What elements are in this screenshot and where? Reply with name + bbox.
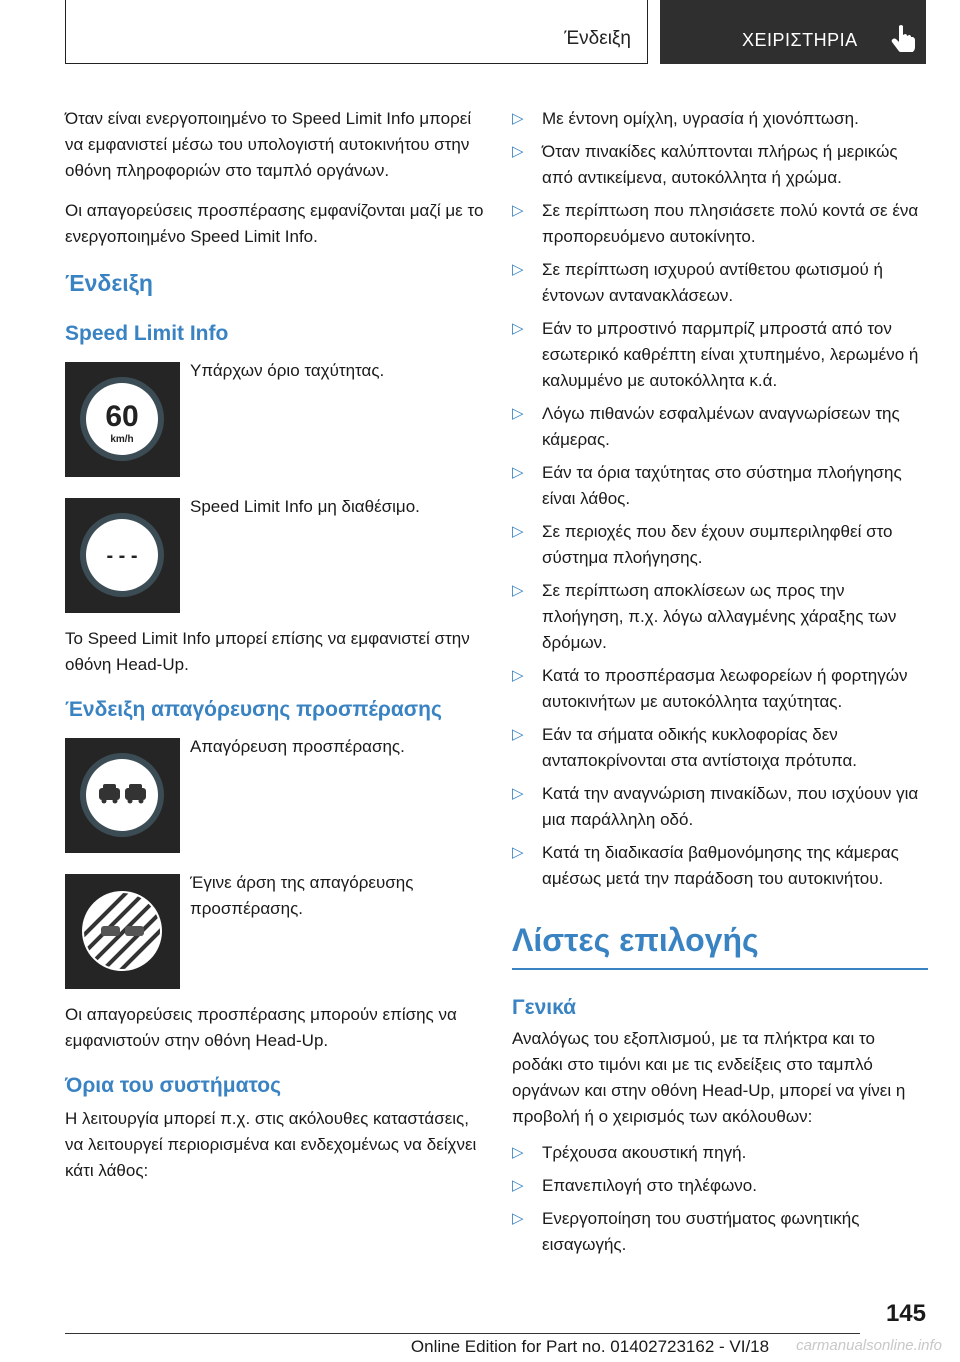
speed-limit-unit: km/h (110, 434, 134, 445)
triangle-right-icon: ▷ (512, 667, 524, 684)
list-item-text: Τρέχουσα ακουστική πηγή. (542, 1143, 747, 1162)
triangle-right-icon: ▷ (512, 1144, 524, 1161)
list-item-text: Εάν τα όρια ταχύτητας στο σύστημα πλοήγησης είναι λάθος. (542, 463, 902, 508)
intro-paragraph: Όταν είναι ενεργοποιημένο το Speed Limit Info μπορεί να εμφανιστεί μέσω του υπολογιστή αυτοκινήτου στην οθόνη πληροφοριών στο ταμπλό οργάνων. (65, 109, 472, 180)
list-item-text: Όταν πινακίδες καλύπτονται πλήρως ή μερικώς από αντικείμενα, αυτοκόλλητα ή χρώμα. (542, 142, 898, 187)
end-no-passing-icon (65, 874, 180, 989)
list-item (512, 663, 928, 715)
triangle-right-icon: ▷ (512, 143, 524, 160)
sign-row-no-passing (65, 738, 485, 854)
list-item-text: Εάν τα σήματα οδικής κυκλοφορίας δεν ανταποκρίνονται στα αντίστοιχα πρότυπα. (542, 725, 857, 770)
general-paragraph: Αναλόγως του εξοπλισμού, με τα πλήκτρα και το ροδάκι στο τιμόνι και με τις ενδείξεις στο ταμπλό οργάνων και στην οθόνη Head-Up, μπορεί να γίνει η προβολή ή ο χειρισμός των ακόλουθων: (512, 1029, 906, 1126)
triangle-right-icon: ▷ (512, 405, 524, 422)
triangle-right-icon: ▷ (512, 110, 524, 127)
sign-row-unavailable (65, 498, 485, 614)
list-item-text: Σε περιοχές που δεν έχουν συμπεριληφθεί στο σύστημα πλοήγησης. (542, 522, 893, 567)
list-item-text: Επανεπιλογή στο τηλέφωνο. (542, 1176, 757, 1195)
triangle-right-icon: ▷ (512, 464, 524, 481)
heading-general: Γενικά (512, 996, 577, 1019)
left-column (65, 106, 485, 1198)
triangle-right-icon: ▷ (512, 261, 524, 278)
chapter-tab (660, 0, 926, 64)
list-item (512, 139, 928, 191)
triangle-right-icon: ▷ (512, 523, 524, 540)
speed-limit-caption: Υπάρχων όριο ταχύτητας. (190, 361, 385, 380)
right-column (512, 106, 928, 1265)
list-item (512, 519, 928, 571)
general-list (512, 1140, 928, 1258)
limits-intro: Η λειτουργία μπορεί π.χ. στις ακόλουθες καταστάσεις, να λειτουργεί περιορισμένα και ενδεχομένως να δείχνει κάτι λάθος: (65, 1109, 477, 1180)
list-item (512, 460, 928, 512)
triangle-right-icon: ▷ (512, 726, 524, 743)
list-item (512, 1140, 928, 1166)
heading-speed-limit-info: Speed Limit Info (65, 322, 229, 345)
speed-limit-60-icon (65, 362, 180, 477)
triangle-right-icon: ▷ (512, 582, 524, 599)
unavailable-dashes: - - - (106, 545, 138, 567)
speed-limit-number: 60 (105, 400, 139, 433)
list-item (512, 1206, 928, 1258)
triangle-right-icon: ▷ (512, 785, 524, 802)
chapter-title: ΧΕΙΡΙΣΤΗΡΙΑ (742, 30, 858, 50)
list-item-text: Κατά την αναγνώριση πινακίδων, που ισχύουν για μια παράλληλη οδό. (542, 784, 919, 829)
no-info-sign-icon (65, 498, 180, 613)
list-item (512, 401, 928, 453)
unavailable-sign-image (65, 498, 180, 613)
no-passing-sign-image (65, 738, 180, 853)
list-item-text: Με έντονη ομίχλη, υγρασία ή χιονόπτωση. (542, 109, 859, 128)
triangle-right-icon: ▷ (512, 202, 524, 219)
page-number: 145 (885, 1300, 926, 1327)
heading-display: Ένδειξη (65, 270, 153, 296)
intro-paragraph-2: Οι απαγορεύσεις προσπέρασης εμφανίζονται μαζί με το ενεργοποιημένο Speed Limit Info. (65, 201, 484, 246)
end-no-passing-caption: Έγινε άρση της απαγόρευσης προσπέρασης. (190, 873, 414, 918)
unavailable-caption: Speed Limit Info μη διαθέσιμο. (190, 497, 420, 516)
list-item-text: Κατά το προσπέρασμα λεωφορείων ή φορτηγών αυτοκινήτων με αυτοκόλλητα ταχύτητας. (542, 666, 908, 711)
sign-row-speed-limit (65, 362, 485, 478)
list-item-text: Ενεργοποίηση του συστήματος φωνητικής εισαγωγής. (542, 1209, 860, 1254)
no-passing-caption: Απαγόρευση προσπέρασης. (190, 737, 405, 756)
sign-row-end-no-passing (65, 874, 485, 990)
list-item-text: Σε περίπτωση που πλησιάσετε πολύ κοντά σε ένα προπορευόμενο αυτοκίνητο. (542, 201, 919, 246)
list-item (512, 106, 928, 132)
no-passing-icon (65, 738, 180, 853)
list-item (512, 257, 928, 309)
triangle-right-icon: ▷ (512, 320, 524, 337)
list-item (512, 578, 928, 656)
no-passing-hud-note: Οι απαγορεύσεις προσπέρασης μπορούν επίσης να εμφανιστούν στην οθόνη Head-Up. (65, 1005, 457, 1050)
hud-note: Το Speed Limit Info μπορεί επίσης να εμφανιστεί στην οθόνη Head-Up. (65, 629, 470, 674)
list-item (512, 781, 928, 833)
list-item (512, 840, 928, 892)
triangle-right-icon: ▷ (512, 1210, 524, 1227)
list-item (512, 722, 928, 774)
list-item-text: Σε περίπτωση αποκλίσεων ως προς την πλοήγηση, π.χ. λόγω αλλαγμένης χάραξης των δρόμων. (542, 581, 897, 652)
triangle-right-icon: ▷ (512, 1177, 524, 1194)
section-header-box (65, 0, 648, 64)
triangle-right-icon: ▷ (512, 844, 524, 861)
speed-limit-sign-image (65, 362, 180, 477)
watermark: carmanualsonline.info (796, 1337, 942, 1354)
hand-pointer-icon (890, 24, 916, 52)
list-item (512, 1173, 928, 1199)
section-title: Ένδειξη (564, 28, 631, 49)
list-item (512, 198, 928, 250)
list-item (512, 316, 928, 394)
footer-divider (65, 1333, 860, 1334)
footer-edition: Online Edition for Part no. 01402723162 - VI/18 (410, 1337, 770, 1356)
heading-no-passing: Ένδειξη απαγόρευσης προσπέρασης (65, 698, 442, 721)
list-item-text: Κατά τη διαδικασία βαθμονόμησης της κάμερας αμέσως μετά την παράδοση του αυτοκινήτου. (542, 843, 899, 888)
heading-selection-lists: Λίστες επιλογής (512, 920, 928, 970)
limits-list (512, 106, 928, 892)
list-item-text: Σε περίπτωση ισχυρού αντίθετου φωτισμού ή έντονων αντανακλάσεων. (542, 260, 883, 305)
heading-system-limits: Όρια του συστήματος (65, 1074, 282, 1097)
end-no-passing-sign-image (65, 874, 180, 989)
list-item-text: Λόγω πιθανών εσφαλμένων αναγνωρίσεων της κάμερας. (542, 404, 900, 449)
list-item-text: Εάν το μπροστινό παρμπρίζ μπροστά από τον εσωτερικό καθρέπτη είναι χτυπημένο, λερωμένο ή καλυμμένο με αυτοκόλλητα κ.ά. (542, 319, 919, 390)
